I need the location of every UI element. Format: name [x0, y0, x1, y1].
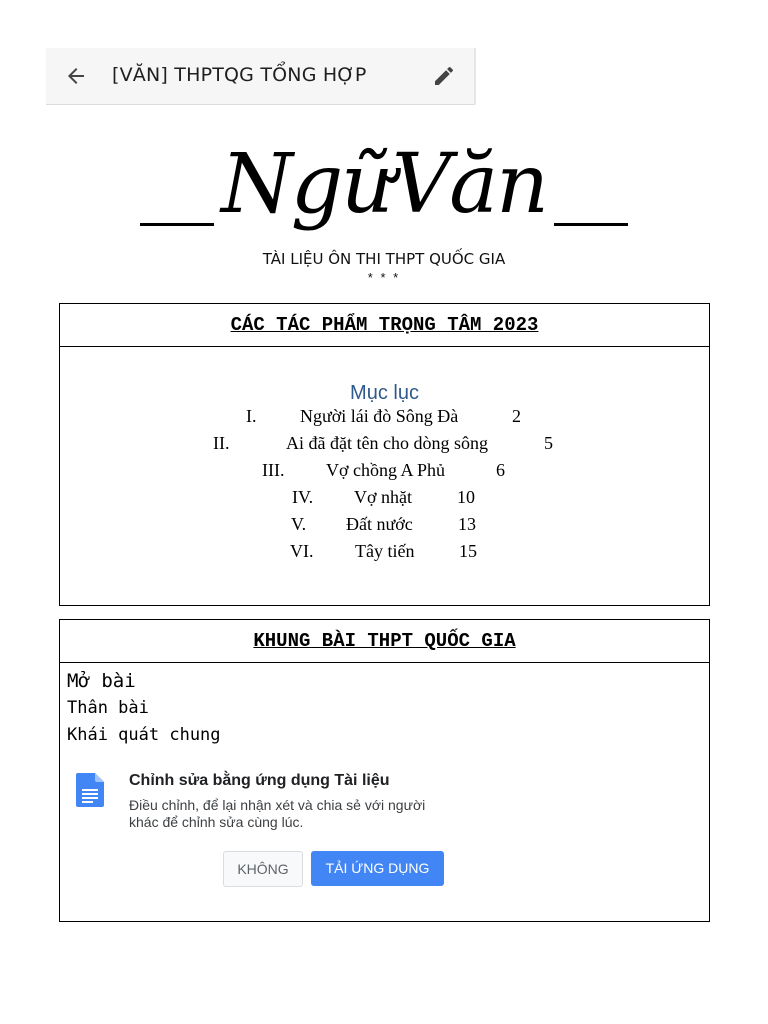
get-app-button[interactable]: TẢI ỨNG DỤNG: [311, 851, 444, 886]
banner-title: Chỉnh sửa bằng ứng dụng Tài liệu: [129, 772, 390, 789]
document-title: [VĂN] THPTQG TỔNG HỢP: [112, 64, 367, 86]
stars-divider: * * *: [367, 270, 401, 285]
banner-description: Điều chỉnh, để lại nhận xét và chia sẻ với người khác để chỉnh sửa cùng lúc.: [129, 797, 426, 830]
logo: [0, 130, 768, 240]
contents-heading: CÁC TÁC PHẨM TRỌNG TÂM 2023: [60, 304, 709, 347]
app-bar: [46, 48, 474, 105]
toc-item-title: Vợ nhặt: [354, 487, 413, 507]
toc-item-number: VI.: [290, 541, 314, 561]
toc-item-title: Người lái đò Sông Đà: [300, 406, 459, 426]
pencil-icon[interactable]: [432, 64, 456, 88]
outline-line: Mở bài: [67, 670, 136, 692]
outline-heading: KHUNG BÀI THPT QUỐC GIA: [60, 620, 709, 663]
toc-item-page: 2: [512, 406, 521, 426]
toc-item-page: 13: [458, 514, 476, 534]
toc-item-number: IV.: [292, 487, 314, 507]
toc-item-page: 6: [496, 460, 505, 480]
subtitle: TÀI LIỆU ÔN THI THPT QUỐC GIA: [262, 250, 506, 268]
toc-item-page: 10: [457, 487, 475, 507]
toc-item-number: I.: [246, 406, 257, 426]
outline-list: [67, 668, 221, 749]
logo-text: NgữVăn: [221, 137, 547, 232]
toc-title: Mục lục: [350, 382, 419, 404]
toc-item-title: Tây tiến: [355, 541, 415, 561]
open-in-app-banner: [60, 749, 460, 907]
logo-rule-right: [554, 223, 628, 226]
toc-item-page: 15: [459, 541, 477, 561]
google-docs-icon: [76, 773, 104, 807]
dismiss-button[interactable]: KHÔNG: [223, 851, 303, 887]
toc-item-number: V.: [291, 514, 307, 534]
contents-box: [59, 303, 710, 606]
toc-item-title: Ai đã đặt tên cho dòng sông: [286, 433, 488, 453]
outline-line: Thân bài: [67, 698, 149, 718]
toc-item-number: III.: [262, 460, 285, 480]
arrow-back-icon[interactable]: [64, 64, 88, 88]
toc-item-title: Đất nước: [346, 514, 413, 534]
outline-line: Khái quát chung: [67, 725, 221, 745]
toc-item-page: 5: [544, 433, 553, 453]
toc-item-title: Vợ chồng A Phủ: [326, 460, 446, 480]
toc-item-number: II.: [213, 433, 230, 453]
